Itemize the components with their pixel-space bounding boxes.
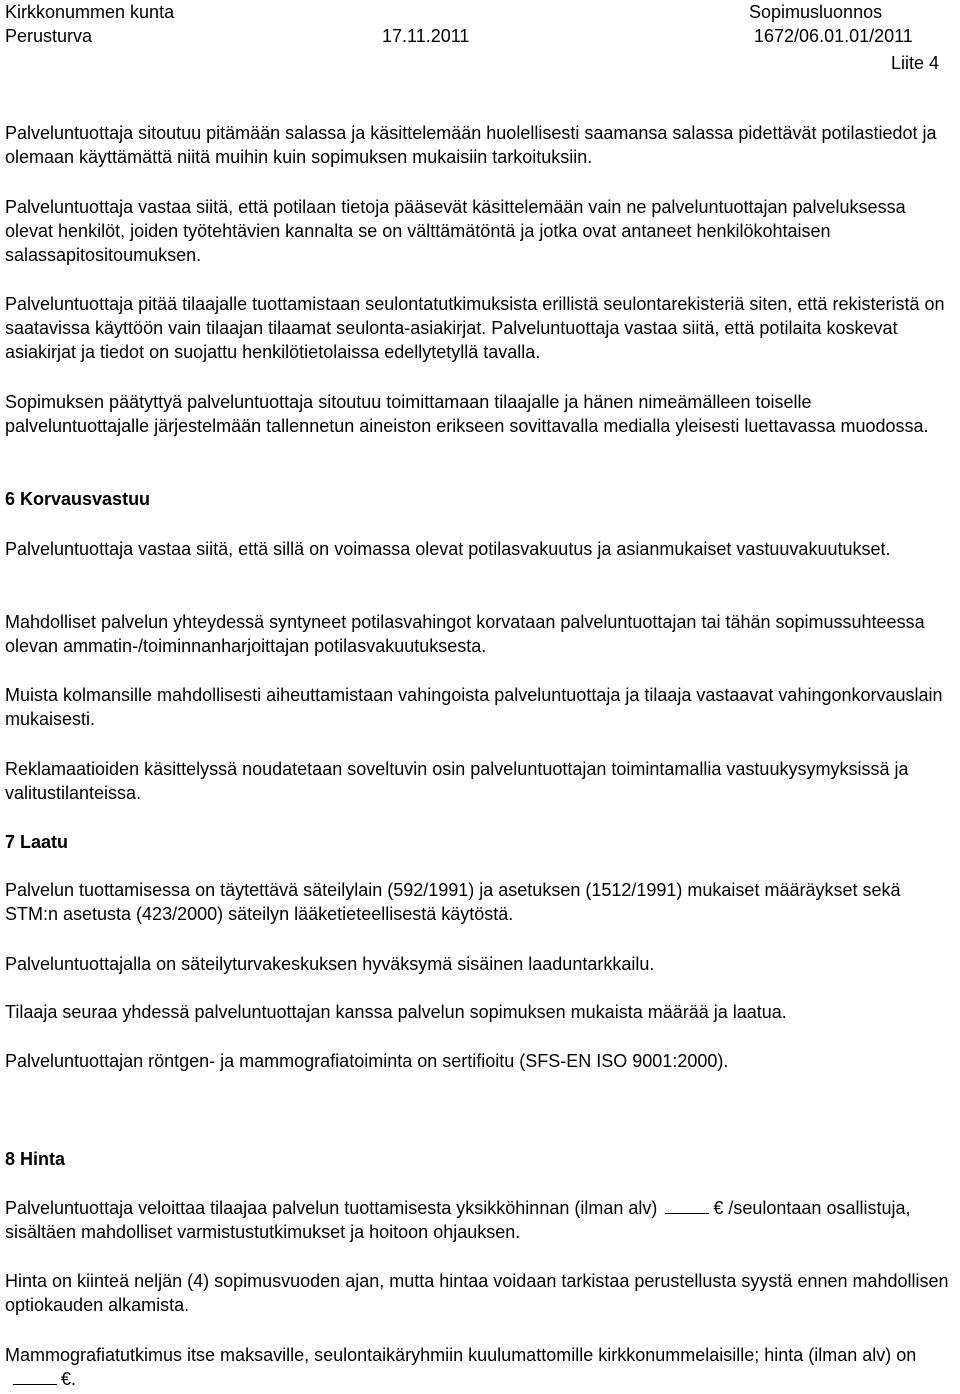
section-7-paragraph-4: Palveluntuottajan röntgen- ja mammografiatoiminta on sertifioitu (SFS-EN ISO 9001:2000). xyxy=(5,1051,729,1071)
section-6-heading: 6 Korvausvastuu xyxy=(5,489,151,509)
header-row-1 xyxy=(5,0,957,24)
section-8-heading: 8 Hinta xyxy=(5,1149,66,1169)
header-document-type: Sopimusluonnos xyxy=(749,2,883,22)
section-8-paragraph-1-before: Palveluntuottaja veloittaa tilaajaa palvelun tuottamisesta yksikköhinnan (ilman alv) xyxy=(5,1198,658,1218)
section-8-paragraph-2: Hinta on kiinteä neljän (4) sopimusvuoden ajan, mutta hintaa voidaan tarkistaa perustellusta syystä ennen mahdollisen optiokauden alkamista. xyxy=(5,1271,949,1315)
header-attachment: Liite 4 xyxy=(890,53,939,73)
section-6-paragraph-1: Palveluntuottaja vastaa siitä, että sillä on voimassa olevat potilasvakuutus ja asianmukaiset vastuuvakuutukset. xyxy=(5,539,891,559)
unit-price-blank-line xyxy=(665,1196,709,1214)
document-page xyxy=(5,0,957,1389)
section-6-paragraph-4: Reklamaatioiden käsittelyssä noudatetaan soveltuvin osin palveluntuottajan toimintamallia vastuukysymyksissä ja valitustilanteissa. xyxy=(5,759,909,803)
section-7-paragraph-1: Palvelun tuottamisessa on täytettävä säteilylain (592/1991) ja asetuksen (1512/1991) mukaiset määräykset sekä STM:n asetusta (423/2000) säteilyn lääketieteellisestä käytöstä. xyxy=(5,880,901,924)
header-organization: Kirkkonummen kunta xyxy=(5,2,175,22)
header-reference: 1672/06.01.01/2011 xyxy=(754,26,913,46)
section-8-paragraph-3-after: €. xyxy=(61,1369,77,1389)
header-department: Perusturva xyxy=(5,26,93,46)
section-8-paragraph-3 xyxy=(5,1343,957,1391)
header-date: 17.11.2011 xyxy=(382,26,470,46)
section-6-paragraph-3: Muista kolmansille mahdollisesti aiheuttamistaan vahingoista palveluntuottaja ja tilaaja vastaavat vahingonkorvauslain mukaisesti. xyxy=(5,685,943,729)
section-7-paragraph-2: Palveluntuottajalla on säteilyturvakeskuksen hyväksymä sisäinen laaduntarkkailu. xyxy=(5,954,655,974)
price-blank-line xyxy=(13,1367,57,1385)
paragraph-access: Palveluntuottaja vastaa siitä, että potilaan tietoja pääsevät käsittelemään vain ne palveluntuottajan palveluksessa olevat henkilöt, joiden työtehtävien kannalta se on välttämätöntä ja jotka ovat antaneet henkilökohtaisen salassapitositoumuksen. xyxy=(5,197,906,265)
paragraph-handover: Sopimuksen päätyttyä palveluntuottaja sitoutuu toimittamaan tilaajalle ja hänen nimeämälleen toiselle palveluntuottajalle järjestelmään tallennetun aineiston erikseen sovittavalla medialla yleisesti luettavassa muodossa. xyxy=(5,392,929,436)
section-8-paragraph-1-after: € /seulontaan osallistuja, sisältäen mahdolliset varmistustutkimukset ja hoitoon ohjauksen. xyxy=(5,1198,911,1242)
paragraph-confidentiality: Palveluntuottaja sitoutuu pitämään salassa ja käsittelemään huolellisesti saamansa salassa pidettävät potilastiedot ja olemaan käyttämättä niitä muihin kuin sopimuksen mukaisiin tarkoituksiin. xyxy=(5,123,937,167)
section-6-paragraph-2: Mahdolliset palvelun yhteydessä syntyneet potilasvahingot korvataan palveluntuottajan tai tähän sopimussuhteessa olevan ammatin-/toiminnanharjoittajan potilasvakuutuksesta. xyxy=(5,612,925,656)
section-8-paragraph-1 xyxy=(5,1196,957,1244)
section-7-heading: 7 Laatu xyxy=(5,832,69,852)
paragraph-register: Palveluntuottaja pitää tilaajalle tuottamistaan seulontatutkimuksista erillistä seulontarekisteriä siten, että rekisteristä on saatavissa käyttöön vain tilaajan tilaamat seulonta-asiakirjat. Palveluntuottaja vastaa siitä, että potilaita koskevat asiakirjat ja tiedot on suojattu henkilötietolaissa edellytetyllä tavalla. xyxy=(5,294,945,362)
section-8-paragraph-3-before: Mammografiatutkimus itse maksaville, seulontaikäryhmiin kuulumattomille kirkkonummelaisille; hinta (ilman alv) on xyxy=(5,1345,917,1365)
header-row-2 xyxy=(5,24,957,48)
section-7-paragraph-3: Tilaaja seuraa yhdessä palveluntuottajan kanssa palvelun sopimuksen mukaista määrää ja laatua. xyxy=(5,1002,787,1022)
